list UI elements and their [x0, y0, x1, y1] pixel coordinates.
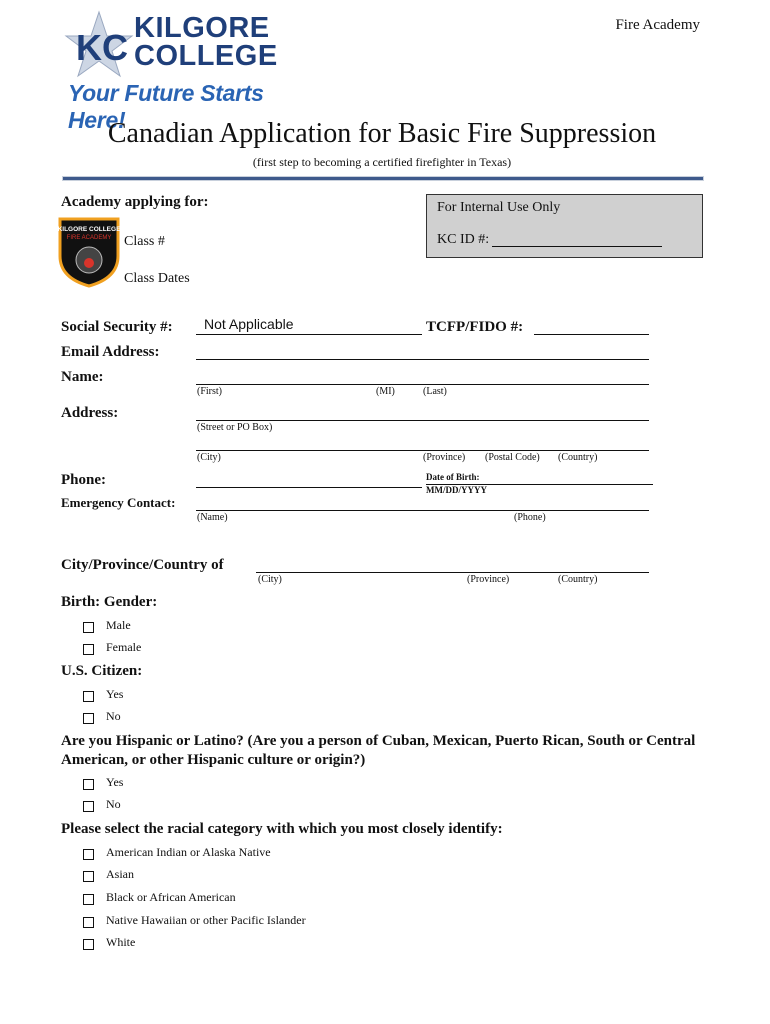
- svg-text:KC: KC: [76, 27, 128, 68]
- birth-province-caption: (Province): [467, 574, 510, 585]
- class-dates-label: Class Dates: [124, 271, 190, 286]
- country-caption: (Country): [558, 452, 598, 463]
- ssn-field[interactable]: Not Applicable: [204, 316, 294, 332]
- emergency-phone-caption: (Phone): [514, 512, 546, 523]
- gender-label: Birth: Gender:: [61, 594, 158, 610]
- badge-text-2: FIRE ACADEMY: [66, 235, 112, 241]
- logo-line2: COLLEGE: [134, 40, 278, 72]
- hispanic-yes-label: Yes: [106, 775, 124, 789]
- citizen-label: U.S. Citizen:: [61, 663, 143, 679]
- race-pacific-islander-checkbox[interactable]: [83, 917, 94, 928]
- citizen-yes-checkbox[interactable]: [83, 691, 94, 702]
- citizen-yes-label: Yes: [106, 687, 124, 701]
- citizen-no-checkbox[interactable]: [83, 713, 94, 724]
- race-american-indian-label: American Indian or Alaska Native: [106, 845, 271, 859]
- postal-caption: (Postal Code): [485, 452, 540, 463]
- page-subtitle: (first step to becoming a certified firefighter in Texas): [252, 155, 512, 169]
- kc-id-line: [492, 246, 662, 247]
- logo-line1: KILGORE: [134, 12, 270, 44]
- gender-female-checkbox[interactable]: [83, 644, 94, 655]
- logo-tagline: Your Future Starts Here!: [68, 80, 264, 133]
- internal-use-title: For Internal Use Only: [437, 200, 561, 215]
- race-asian-label: Asian: [106, 867, 134, 881]
- race-pacific-islander-label: Native Hawaiian or other Pacific Islander: [106, 913, 306, 927]
- city-province-field[interactable]: [196, 450, 649, 451]
- phone-field[interactable]: [196, 487, 422, 488]
- tcfp-label: TCFP/FIDO #:: [426, 319, 524, 335]
- hispanic-question-line1: Are you Hispanic or Latino? (Are you a person of Cuban, Mexican, Puerto Rican, South or Central: [61, 733, 696, 749]
- email-field[interactable]: [196, 359, 649, 360]
- race-label: Please select the racial category with which you most closely identify:: [61, 821, 503, 837]
- badge-text-1: KILGORE COLLEGE: [58, 226, 120, 233]
- street-field[interactable]: [196, 420, 649, 421]
- hispanic-yes-checkbox[interactable]: [83, 779, 94, 790]
- hispanic-no-checkbox[interactable]: [83, 801, 94, 812]
- emergency-name-caption: (Name): [197, 512, 228, 523]
- race-black-label: Black or African American: [106, 890, 236, 904]
- hispanic-no-label: No: [106, 797, 121, 811]
- emergency-field[interactable]: [196, 510, 649, 511]
- street-caption: (Street or PO Box): [197, 422, 273, 433]
- dob-format: MM/DD/YYYY: [426, 485, 487, 495]
- fire-academy-badge-icon: [58, 216, 120, 288]
- internal-use-box: [426, 194, 703, 258]
- title-divider: [62, 176, 704, 181]
- class-number-label: Class #: [124, 234, 165, 249]
- ssn-line: [196, 334, 422, 335]
- city-caption: (City): [197, 452, 221, 463]
- ssn-label: Social Security #:: [61, 319, 173, 335]
- race-black-checkbox[interactable]: [83, 894, 94, 905]
- name-label: Name:: [61, 369, 104, 385]
- birth-country-caption: (Country): [558, 574, 598, 585]
- gender-male-label: Male: [106, 618, 131, 632]
- dob-field[interactable]: [426, 484, 653, 485]
- kc-star-icon: [64, 10, 134, 80]
- birth-location-label: City/Province/Country of: [61, 557, 224, 573]
- dob-label: Date of Birth:: [426, 472, 480, 482]
- name-field[interactable]: [196, 384, 649, 385]
- race-white-label: White: [106, 935, 136, 949]
- name-last-caption: (Last): [423, 386, 447, 397]
- name-mi-caption: (MI): [376, 386, 395, 397]
- race-asian-checkbox[interactable]: [83, 871, 94, 882]
- kilgore-college-logo: [62, 10, 282, 133]
- race-american-indian-checkbox[interactable]: [83, 849, 94, 860]
- kc-id-label: KC ID #:: [437, 232, 490, 247]
- gender-male-checkbox[interactable]: [83, 622, 94, 633]
- page-title: Canadian Application for Basic Fire Suppression: [107, 118, 657, 149]
- birth-location-field[interactable]: [256, 572, 649, 573]
- header-fire-academy: Fire Academy: [615, 17, 700, 33]
- academy-label: Academy applying for:: [61, 194, 209, 210]
- hispanic-question-line2: American, or other Hispanic culture or origin?): [61, 752, 366, 768]
- address-label: Address:: [61, 405, 119, 421]
- name-first-caption: (First): [197, 386, 222, 397]
- citizen-no-label: No: [106, 709, 121, 723]
- phone-label: Phone:: [61, 472, 106, 488]
- emergency-label: Emergency Contact:: [61, 495, 176, 510]
- email-label: Email Address:: [61, 344, 160, 360]
- tcfp-field[interactable]: [534, 334, 649, 335]
- gender-female-label: Female: [106, 640, 142, 654]
- birth-city-caption: (City): [258, 574, 282, 585]
- province-caption: (Province): [423, 452, 466, 463]
- race-white-checkbox[interactable]: [83, 939, 94, 950]
